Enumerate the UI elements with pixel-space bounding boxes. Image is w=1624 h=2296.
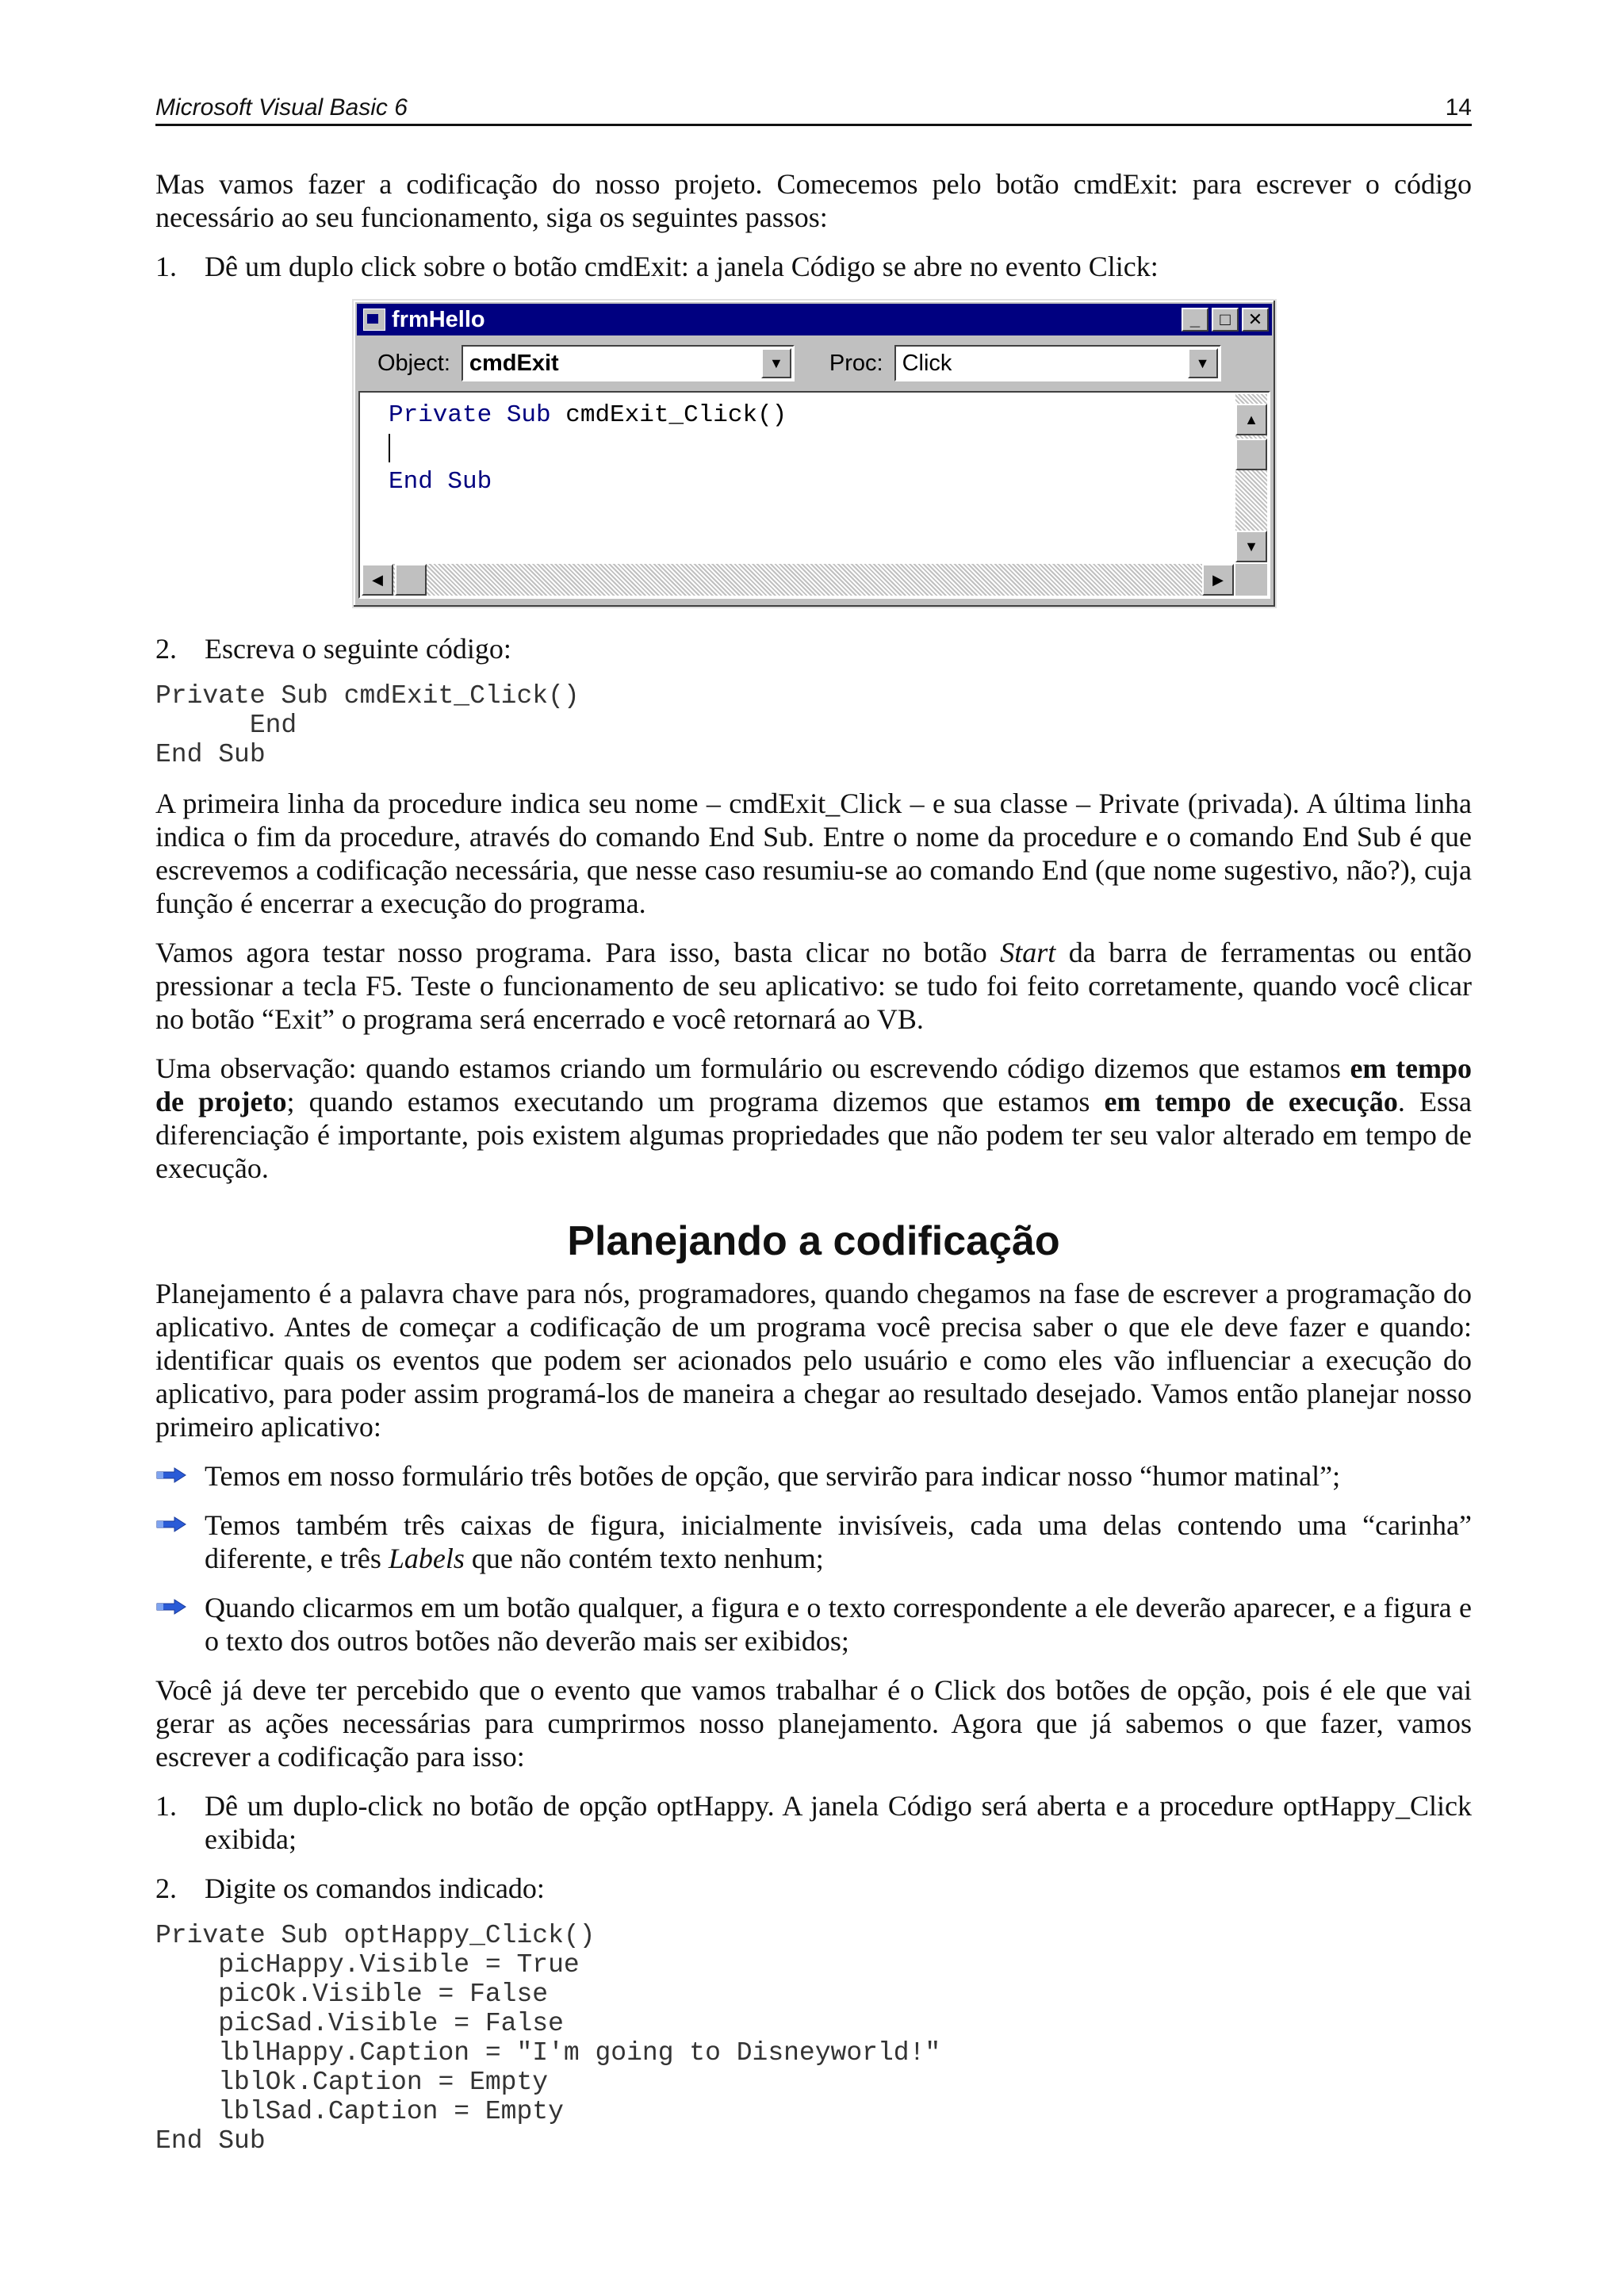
header-title: Microsoft Visual Basic 6 [155,94,408,121]
running-header [155,94,1472,126]
code-keyword: End Sub [389,468,492,496]
code-listing: Private Sub cmdExit_Click() End End Sub [155,681,580,769]
object-combo-value: cmdExit [469,351,559,376]
code-editor-text [389,399,787,499]
bullet-item [155,1591,1472,1658]
code-window-screenshot [352,299,1277,608]
text-run: Temos também três caixas de figura, inicialmente invisíveis, cada uma delas contendo uma “carinha” diferente, e três [205,1509,1472,1574]
blue-arrow-bullet-icon [155,1508,205,1575]
step-item [155,632,1472,665]
bullet-text: Quando clicarmos em um botão qualquer, a figura e o texto correspondente a ele deverão aparecer, e a figura e o texto dos outros botões não deverão mais ser exibidos; [205,1592,1472,1657]
code-procedure-name: cmdExit_Click() [550,401,787,429]
section-heading: Planejando a codificação [567,1218,1060,1264]
scroll-down-arrow-icon[interactable]: ▼ [1235,531,1267,562]
proc-label: Proc: [829,351,883,376]
italic-term: Labels [388,1543,465,1574]
blue-arrow-bullet-icon [155,1459,205,1493]
blue-arrow-bullet-icon [155,1591,205,1658]
minimize-icon[interactable]: _ [1182,308,1208,332]
step-text: Escreva o seguinte código: [205,633,511,665]
intro-paragraph: Mas vamos fazer a codificação do nosso projeto. Comecemos pelo botão cmdExit: para escrever o código necessário ao seu funcionamento, siga os seguintes passos: [155,168,1472,233]
code-window-selectors [357,343,1272,383]
text-run: que não contém texto nenhum; [464,1543,824,1574]
code-keyword: Private Sub [389,401,551,429]
body-paragraph: Você já deve ter percebido que o evento que vamos trabalhar é o Click dos botões de opção, pois é ele que vai gerar as ações necessárias para cumprirmos nosso planejamento. Agora que já sabemos o que fazer, vamos escrever a codificação para isso: [155,1674,1472,1773]
horizontal-scrollbar[interactable] [362,564,1234,596]
proc-combo-value: Click [902,351,952,376]
step-item [155,250,1472,283]
body-paragraph: A primeira linha da procedure indica seu nome – cmdExit_Click – e sua classe – Private (privada). A última linha indica o fim da procedure, através do comando End Sub. Entre o nome da procedure e o comando End Sub é que escrevemos a codificação necessária, que nesse caso resumiu-se ao comando End (que nome sugestivo, não?), cuja função é encerrar a execução do programa. [155,788,1472,919]
bullet-item [155,1508,1472,1575]
text-run: ; quando estamos executando um programa dizemos que estamos [286,1086,1105,1117]
step-text: Digite os comandos indicado: [205,1872,545,1904]
code-window-titlebar [357,304,1272,335]
scroll-up-arrow-icon[interactable]: ▲ [1235,404,1267,435]
step-text: Dê um duplo-click no botão de opção optHappy. A janela Código será aberta e a procedure optHappy_Click exibida; [205,1790,1472,1855]
bold-term: em tempo de projeto [155,1052,1472,1117]
code-window-title: frmHello [392,307,485,332]
scroll-thumb[interactable] [1235,439,1267,470]
vertical-scrollbar[interactable] [1235,394,1267,562]
step-number: 2. [155,633,177,665]
bullet-text: Temos em nosso formulário três botões de opção, que servirão para indicar nosso “humor matinal”; [205,1460,1341,1492]
page-number: 14 [1445,94,1472,121]
close-icon[interactable]: ✕ [1242,308,1269,332]
dropdown-arrow-icon[interactable]: ▼ [1188,348,1218,378]
step-number: 1. [155,251,177,282]
bold-term: em tempo de execução [1104,1086,1398,1117]
text-run: Uma observação: quando estamos criando um formulário ou escrevendo código dizemos que estamos [155,1052,1350,1084]
body-paragraph [155,936,1472,1036]
code-listing: Private Sub optHappy_Click() picHappy.Visible = True picOk.Visible = False picSad.Visible = False lblHappy.Caption = "I'm going to Disneyworld!" lblOk.Caption = Empty lblSad.Caption = Empty End Sub [155,1921,941,2156]
scrollbar-corner [1235,564,1267,596]
scroll-left-arrow-icon[interactable]: ◀ [362,564,393,596]
form-icon [363,309,385,331]
proc-combo[interactable] [894,345,1221,381]
step-number: 2. [155,1872,177,1904]
document-page [155,94,1472,2173]
bullet-text [205,1508,1472,1575]
bullet-item [155,1459,1472,1493]
step-item [155,1789,1472,1856]
dropdown-arrow-icon[interactable]: ▼ [761,348,791,378]
text-run: Vamos agora testar nosso programa. Para isso, basta clicar no botão [155,937,1001,968]
object-label: Object: [377,351,450,376]
body-paragraph [155,1052,1472,1185]
step-text: Dê um duplo click sobre o botão cmdExit: a janela Código se abre no evento Click: [205,251,1159,282]
step-item [155,1872,1472,1905]
code-editor[interactable] [358,391,1270,599]
text-run: da barra de ferramentas ou então pressionar a tecla F5. Teste o funcionamento de seu aplicativo: se tudo foi feito corretamente, quando você clicar no botão “Exit” o programa será encerrado e você retornará ao VB. [155,937,1472,1035]
text-caret [389,434,390,462]
scroll-thumb[interactable] [395,564,427,596]
body-paragraph: Planejamento é a palavra chave para nós, programadores, quando chegamos na fase de escrever a programação do aplicativo. Antes de começar a codificação de um programa você precisa saber o que ele deve fazer e quando: identificar quais os eventos que podem ser acionados pelo usuário e como eles vão influenciar a execução do aplicativo, para poder assim programá-los de maneira a chegar ao resultado desejado. Vamos então planejar nosso primeiro aplicativo: [155,1278,1472,1443]
text-run: . Essa diferenciação é importante, pois existem algumas propriedades que não podem ter seu valor alterado em tempo de execução. [155,1086,1472,1184]
maximize-icon[interactable]: □ [1212,308,1239,332]
scroll-right-arrow-icon[interactable]: ▶ [1202,564,1234,596]
step-number: 1. [155,1790,177,1822]
italic-term: Start [1000,937,1056,968]
object-combo[interactable] [462,345,795,381]
